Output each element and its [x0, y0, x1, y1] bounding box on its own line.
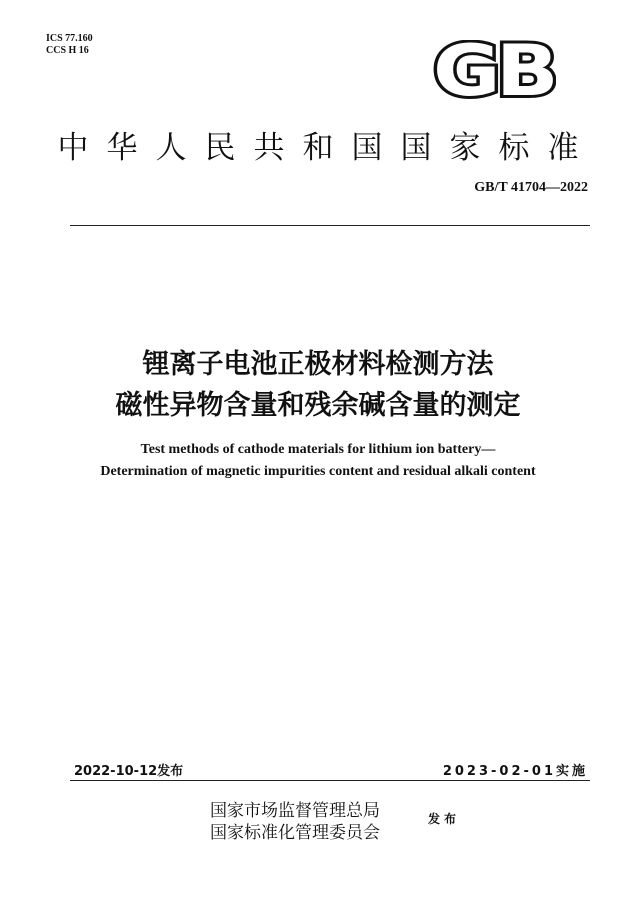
- chinese-title-line-1: 锂离子电池正极材料检测方法: [142, 349, 494, 380]
- ccs-code: CCS H 16: [46, 45, 89, 56]
- implementation-date: 2023-02-01实施: [442, 764, 588, 779]
- chinese-title-line-2: 磁性异物含量和残余碱含量的测定: [115, 390, 521, 421]
- classification-codes: [46, 33, 93, 57]
- issuer-samr: 国家市场监督管理总局: [210, 801, 380, 821]
- header-divider: [70, 225, 590, 226]
- gb-logo-text: GB: [433, 40, 554, 100]
- english-title-line-1: Test methods of cathode materials for lithium ion battery—: [140, 442, 496, 457]
- ics-code: ICS 77.160: [46, 33, 93, 44]
- publish-date: 2022-10-12发布: [74, 764, 184, 779]
- issuer-sac: 国家标准化管理委员会: [210, 823, 380, 843]
- footer-divider: [70, 780, 590, 781]
- standard-number: GB/T 41704—2022: [474, 180, 588, 195]
- national-standard-heading: 中华人民共和国国家标准: [57, 130, 597, 166]
- release-label: 发布: [428, 812, 461, 826]
- gb-logo-icon: [431, 40, 556, 100]
- english-title-line-2: Determination of magnetic impurities content and residual alkali content: [100, 464, 536, 479]
